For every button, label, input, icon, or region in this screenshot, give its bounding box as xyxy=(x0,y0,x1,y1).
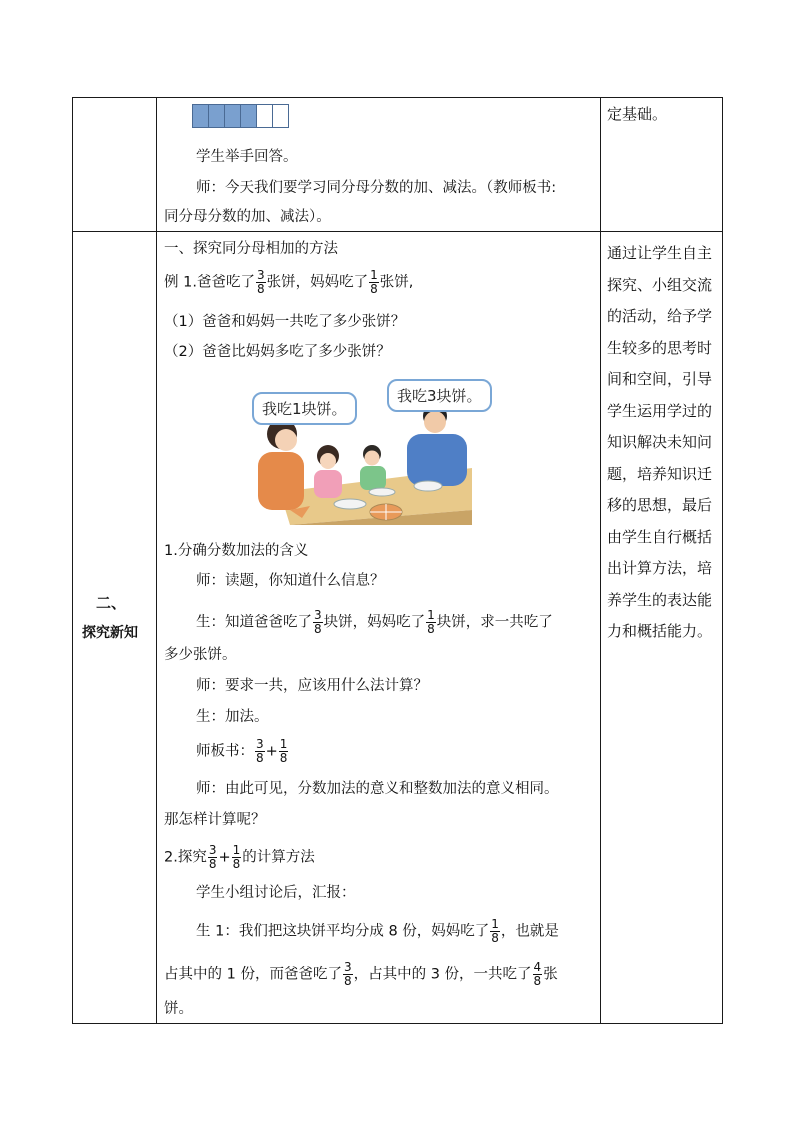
fraction xyxy=(279,738,289,765)
table-top-border xyxy=(72,97,723,98)
bar-segment xyxy=(240,104,257,128)
boy-body xyxy=(360,466,386,490)
text-line: 生：加法。 xyxy=(196,709,269,725)
text-line: 学生小组讨论后，汇报： xyxy=(196,885,356,901)
text-line: 师：读题，你知道什么信息？ xyxy=(196,573,385,589)
text-line xyxy=(196,918,559,945)
text: 的计算方法 xyxy=(242,849,315,866)
question: （1）爸爸和妈妈一共吃了多少张饼？ xyxy=(164,314,406,330)
denominator: 8 xyxy=(343,974,352,988)
fraction xyxy=(533,961,543,988)
denominator: 8 xyxy=(314,622,322,636)
denominator: 8 xyxy=(533,974,542,988)
bar-segment xyxy=(224,104,241,128)
fraction xyxy=(208,844,218,871)
father-face xyxy=(424,411,446,433)
text: 块饼，求一共吃了 xyxy=(436,614,553,631)
speech-bubble-left: 我吃1块饼。 xyxy=(252,392,357,425)
question: （2）爸爸比妈妈多吃了多少张饼？ xyxy=(164,344,391,360)
fraction xyxy=(313,609,323,636)
text-line: 饼。 xyxy=(164,1001,193,1017)
denominator: 8 xyxy=(208,857,217,871)
example-line xyxy=(164,269,413,296)
text-line: 师：今天我们要学习同分母分数的加、减法。（教师板书: xyxy=(196,180,557,196)
plus-sign: + xyxy=(265,743,278,760)
mother-body xyxy=(258,452,304,510)
denominator: 8 xyxy=(232,857,241,871)
fraction xyxy=(256,269,266,296)
fraction xyxy=(369,269,379,296)
denominator: 8 xyxy=(279,751,288,765)
numerator: 3 xyxy=(314,608,322,622)
text-line xyxy=(196,609,553,636)
speech-bubble-right: 我吃3块饼。 xyxy=(387,379,492,412)
text: 2.探究 xyxy=(164,849,207,866)
text: 块饼，妈妈吃了 xyxy=(323,614,426,631)
fraction xyxy=(232,844,242,871)
mother-face xyxy=(275,429,297,451)
text: 师板书： xyxy=(196,743,254,760)
text: 例 1.爸爸吃了 xyxy=(164,274,255,291)
text-line xyxy=(164,961,558,988)
denominator: 8 xyxy=(256,751,264,765)
numerator: 1 xyxy=(491,917,499,931)
numerator: 1 xyxy=(370,268,378,282)
text-line: 师：要求一共，应该用什么法计算？ xyxy=(196,678,428,694)
section-number: 二、 xyxy=(96,594,127,612)
fraction xyxy=(426,609,436,636)
text: 占其中的 1 份，而爸爸吃了 xyxy=(164,966,342,983)
numerator: 1 xyxy=(427,608,435,622)
plate xyxy=(334,499,366,509)
denominator: 8 xyxy=(370,282,378,296)
denominator: 8 xyxy=(427,622,435,636)
text: ，也就是 xyxy=(500,923,559,940)
heading: 一、探究同分母相加的方法 xyxy=(164,241,338,257)
text-line: 同分母分数的加、减法）。 xyxy=(164,209,331,225)
bar-segment xyxy=(256,104,273,128)
table-bottom-border xyxy=(72,1023,723,1024)
text: 张饼, xyxy=(379,274,414,291)
text-line: 多少张饼。 xyxy=(164,647,237,663)
numerator: 3 xyxy=(256,268,265,282)
text-line: 那怎样计算呢？ xyxy=(164,812,266,828)
right-cell-text: 定基础。 xyxy=(607,105,668,123)
fraction xyxy=(343,961,353,988)
table-right-border xyxy=(722,97,723,1024)
numerator: 3 xyxy=(256,737,264,751)
numerator: 4 xyxy=(533,960,542,974)
numerator: 3 xyxy=(343,960,352,974)
father-body xyxy=(407,434,467,486)
girl-body xyxy=(314,470,342,498)
section-title: 探究新知 xyxy=(82,625,138,641)
bar-segment xyxy=(192,104,209,128)
bar-segment xyxy=(272,104,289,128)
row-divider xyxy=(72,231,723,232)
text: 生 1：我们把这块饼平均分成 8 份，妈妈吃了 xyxy=(196,923,490,940)
fraction xyxy=(255,738,265,765)
column-divider-2 xyxy=(600,97,601,1024)
denominator: 8 xyxy=(491,931,499,945)
text-line: 师：由此可见，分数加法的意义和整数加法的意义相同。 xyxy=(196,781,559,797)
fraction xyxy=(490,918,500,945)
bar-segment xyxy=(208,104,225,128)
fraction-bar xyxy=(192,104,288,128)
teaching-purpose: 通过让学生自主探究、小组交流的活动，给予学生较多的思考时间和空间，引导学生运用学过的知识解决未知问题，培养知识迁移的思想，最后由学生自行概括出计算方法，培养学生的表达能力和概括能力。 xyxy=(607,244,713,640)
numerator: 1 xyxy=(279,737,288,751)
text-line: 学生举手回答。 xyxy=(196,149,298,165)
paragraph-heading xyxy=(164,844,315,871)
paragraph-heading: 1.分确分数加法的含义 xyxy=(164,543,309,559)
table-left-border xyxy=(72,97,73,1024)
numerator: 1 xyxy=(232,843,241,857)
text-line xyxy=(196,738,289,765)
text: ，占其中的 3 份，一共吃了 xyxy=(353,966,532,983)
text: 张 xyxy=(543,966,558,983)
column-divider-1 xyxy=(156,97,157,1024)
plus-sign: + xyxy=(218,849,231,866)
plate xyxy=(369,488,395,496)
numerator: 3 xyxy=(208,843,217,857)
denominator: 8 xyxy=(256,282,265,296)
boy-face xyxy=(365,451,380,466)
text: 生：知道爸爸吃了 xyxy=(196,614,312,631)
girl-face xyxy=(320,453,336,469)
plate xyxy=(414,481,442,491)
text: 张饼，妈妈吃了 xyxy=(266,274,369,291)
